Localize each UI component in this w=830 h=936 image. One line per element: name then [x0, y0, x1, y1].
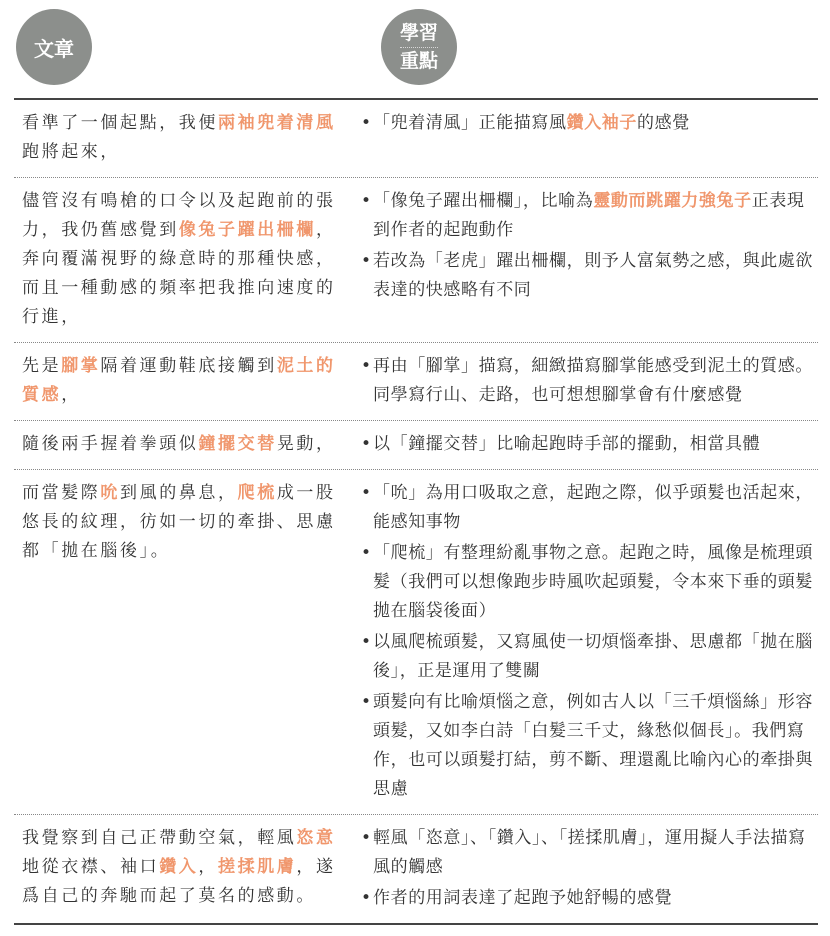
key-point-segment: 「兜着清風」正能描寫風 — [373, 113, 567, 133]
bullet-icon: • — [361, 828, 372, 848]
excerpt-text: ，遂爲自己的奔馳而起了莫名的感動。 — [22, 857, 336, 906]
article-excerpt — [14, 100, 359, 177]
excerpt-text: 地從衣襟、袖口 — [22, 857, 160, 877]
article-excerpt — [14, 178, 359, 342]
excerpt-text: 隨後兩手握着拳頭似 — [22, 434, 199, 454]
table-row — [14, 815, 818, 925]
key-point-text — [373, 247, 818, 305]
key-point-item — [359, 352, 818, 410]
key-point-segment: 以「鐘擺交替」比喻起跑時手部的擺動，相當具體 — [373, 434, 761, 454]
key-point-item — [359, 187, 818, 245]
highlighted-phrase: 恣意 — [296, 828, 336, 848]
key-point-item — [359, 628, 818, 686]
highlighted-phrase: 兩袖兜着清風 — [218, 113, 336, 133]
key-point-item — [359, 109, 818, 138]
highlighted-phrase: 像兔子躍出柵欄 — [178, 220, 317, 240]
excerpt-text: 隔着運動鞋底接觸到 — [100, 356, 277, 376]
highlighted-phrase: 腳掌 — [61, 356, 101, 376]
table-row — [14, 100, 818, 178]
key-point-text — [373, 688, 818, 804]
key-points — [359, 470, 818, 814]
key-point-item — [359, 688, 818, 804]
key-point-text — [373, 109, 818, 138]
key-points — [359, 343, 818, 420]
key-point-segment: 作者的用詞表達了起跑予她舒暢的感覺 — [373, 888, 673, 908]
key-point-item — [359, 539, 818, 626]
highlighted-phrase: 搓揉肌膚 — [218, 857, 297, 877]
article-excerpt — [14, 343, 359, 420]
excerpt-text: 到風的鼻息， — [120, 483, 238, 503]
key-point-segment: 若改為「老虎」躍出柵欄，則予人富氣勢之感，與此處欲表達的快感略有不同 — [373, 251, 813, 300]
key-points — [359, 178, 818, 342]
highlighted-phrase: 鑽入 — [159, 857, 199, 877]
key-point-text — [373, 479, 818, 537]
key-point-item — [359, 479, 818, 537]
article-excerpt — [14, 815, 359, 923]
table-row — [14, 421, 818, 470]
key-point-segment: 再由「腳掌」描寫，細緻描寫腳掌能感受到泥土的質感。同學寫行山、走路，也可想想腳掌會有什麼感覺 — [373, 356, 813, 405]
highlighted-phrase: 鐘擺交替 — [198, 434, 277, 454]
excerpt-text: ， — [61, 385, 81, 405]
key-points-label-line1: 學習 — [400, 20, 438, 48]
key-point-segment: 的感覺 — [637, 113, 690, 133]
annotation-table — [14, 98, 818, 925]
bullet-icon: • — [361, 632, 372, 652]
excerpt-text: 而當髮際 — [22, 483, 101, 503]
excerpt-text: 我覺察到自己正帶動空氣，輕風 — [22, 828, 297, 848]
table-row — [14, 470, 818, 815]
key-point-segment: 「爬梳」有整理紛亂事物之意。起跑之時，風像是梳理頭髮（我們可以想像跑步時風吹起頭髮，令本來下垂的頭髮拋在腦袋後面） — [373, 543, 813, 621]
table-header — [0, 0, 830, 100]
excerpt-text: 晃動， — [276, 434, 336, 454]
article-column-badge — [16, 9, 92, 85]
highlighted-phrase: 爬梳 — [237, 483, 277, 503]
bullet-icon: • — [361, 543, 372, 563]
key-point-segment: 「像兔子躍出柵欄」，比喻為 — [373, 191, 594, 211]
bullet-icon: • — [361, 251, 372, 271]
bullet-icon: • — [361, 191, 372, 211]
excerpt-text: 儘管沒有鳴槍的口令以及起跑前的張力，我仍舊感覺到 — [22, 191, 336, 240]
key-points — [359, 421, 818, 469]
table-row — [14, 178, 818, 343]
key-point-text — [373, 430, 818, 459]
key-point-segment: 正表現到作者的起跑動作 — [373, 191, 805, 240]
key-point-segment: 「吮」為用口吸取之意，起跑之際，似乎頭髮也活起來，能感知事物 — [373, 483, 813, 532]
key-point-text — [373, 539, 818, 626]
key-point-item — [359, 824, 818, 882]
highlighted-phrase: 靈動而跳躍力強兔子 — [593, 191, 752, 211]
key-point-item — [359, 247, 818, 305]
highlighted-phrase: 泥土的質感 — [22, 356, 336, 405]
excerpt-text: ， — [198, 857, 219, 877]
key-points — [359, 815, 818, 923]
key-point-text — [373, 352, 818, 410]
table-row — [14, 343, 818, 421]
key-point-segment: 頭髮向有比喻煩惱之意，例如古人以「三千煩惱絲」形容頭髮，又如李白詩「白髮三千丈，緣愁似個長」。我們寫作，也可以頭髮打結，剪不斷、理還亂比喻內心的牽掛與思慮 — [373, 692, 813, 799]
excerpt-text: 成一股悠長的紋理，彷如一切的牽掛、思慮都「拋在腦後」。 — [22, 483, 336, 561]
bullet-icon: • — [361, 113, 372, 133]
key-point-item — [359, 430, 818, 459]
excerpt-text: 看準了一個起點，我便 — [22, 113, 218, 133]
bullet-icon: • — [361, 483, 372, 503]
excerpt-text: ，奔向覆滿視野的綠意時的那種快感，而且一種動感的頻率把我推向速度的行進， — [22, 220, 336, 327]
bullet-icon: • — [361, 888, 372, 908]
key-point-item — [359, 884, 818, 913]
key-point-text — [373, 187, 818, 245]
article-column-label: 文章 — [34, 36, 74, 61]
bullet-icon: • — [361, 692, 372, 712]
article-excerpt — [14, 421, 359, 469]
key-point-segment: 輕風「恣意」、「鑽入」、「搓揉肌膚」，運用擬人手法描寫風的觸感 — [373, 828, 806, 877]
key-point-segment: 以風爬梳頭髮，又寫風使一切煩惱牽掛、思慮都「拋在腦後」，正是運用了雙關 — [373, 632, 813, 681]
key-point-text — [373, 824, 818, 882]
excerpt-text: 跑將起來， — [22, 142, 120, 162]
highlighted-phrase: 吮 — [100, 483, 121, 503]
key-points — [359, 100, 818, 177]
bullet-icon: • — [361, 434, 372, 454]
key-points-column-badge — [381, 9, 457, 85]
key-point-text — [373, 628, 818, 686]
bullet-icon: • — [361, 356, 372, 376]
highlighted-phrase: 鑽入袖子 — [566, 113, 638, 133]
key-point-text — [373, 884, 818, 913]
excerpt-text: 先是 — [22, 356, 62, 376]
key-points-label-line2: 重點 — [399, 50, 438, 72]
article-excerpt — [14, 470, 359, 814]
